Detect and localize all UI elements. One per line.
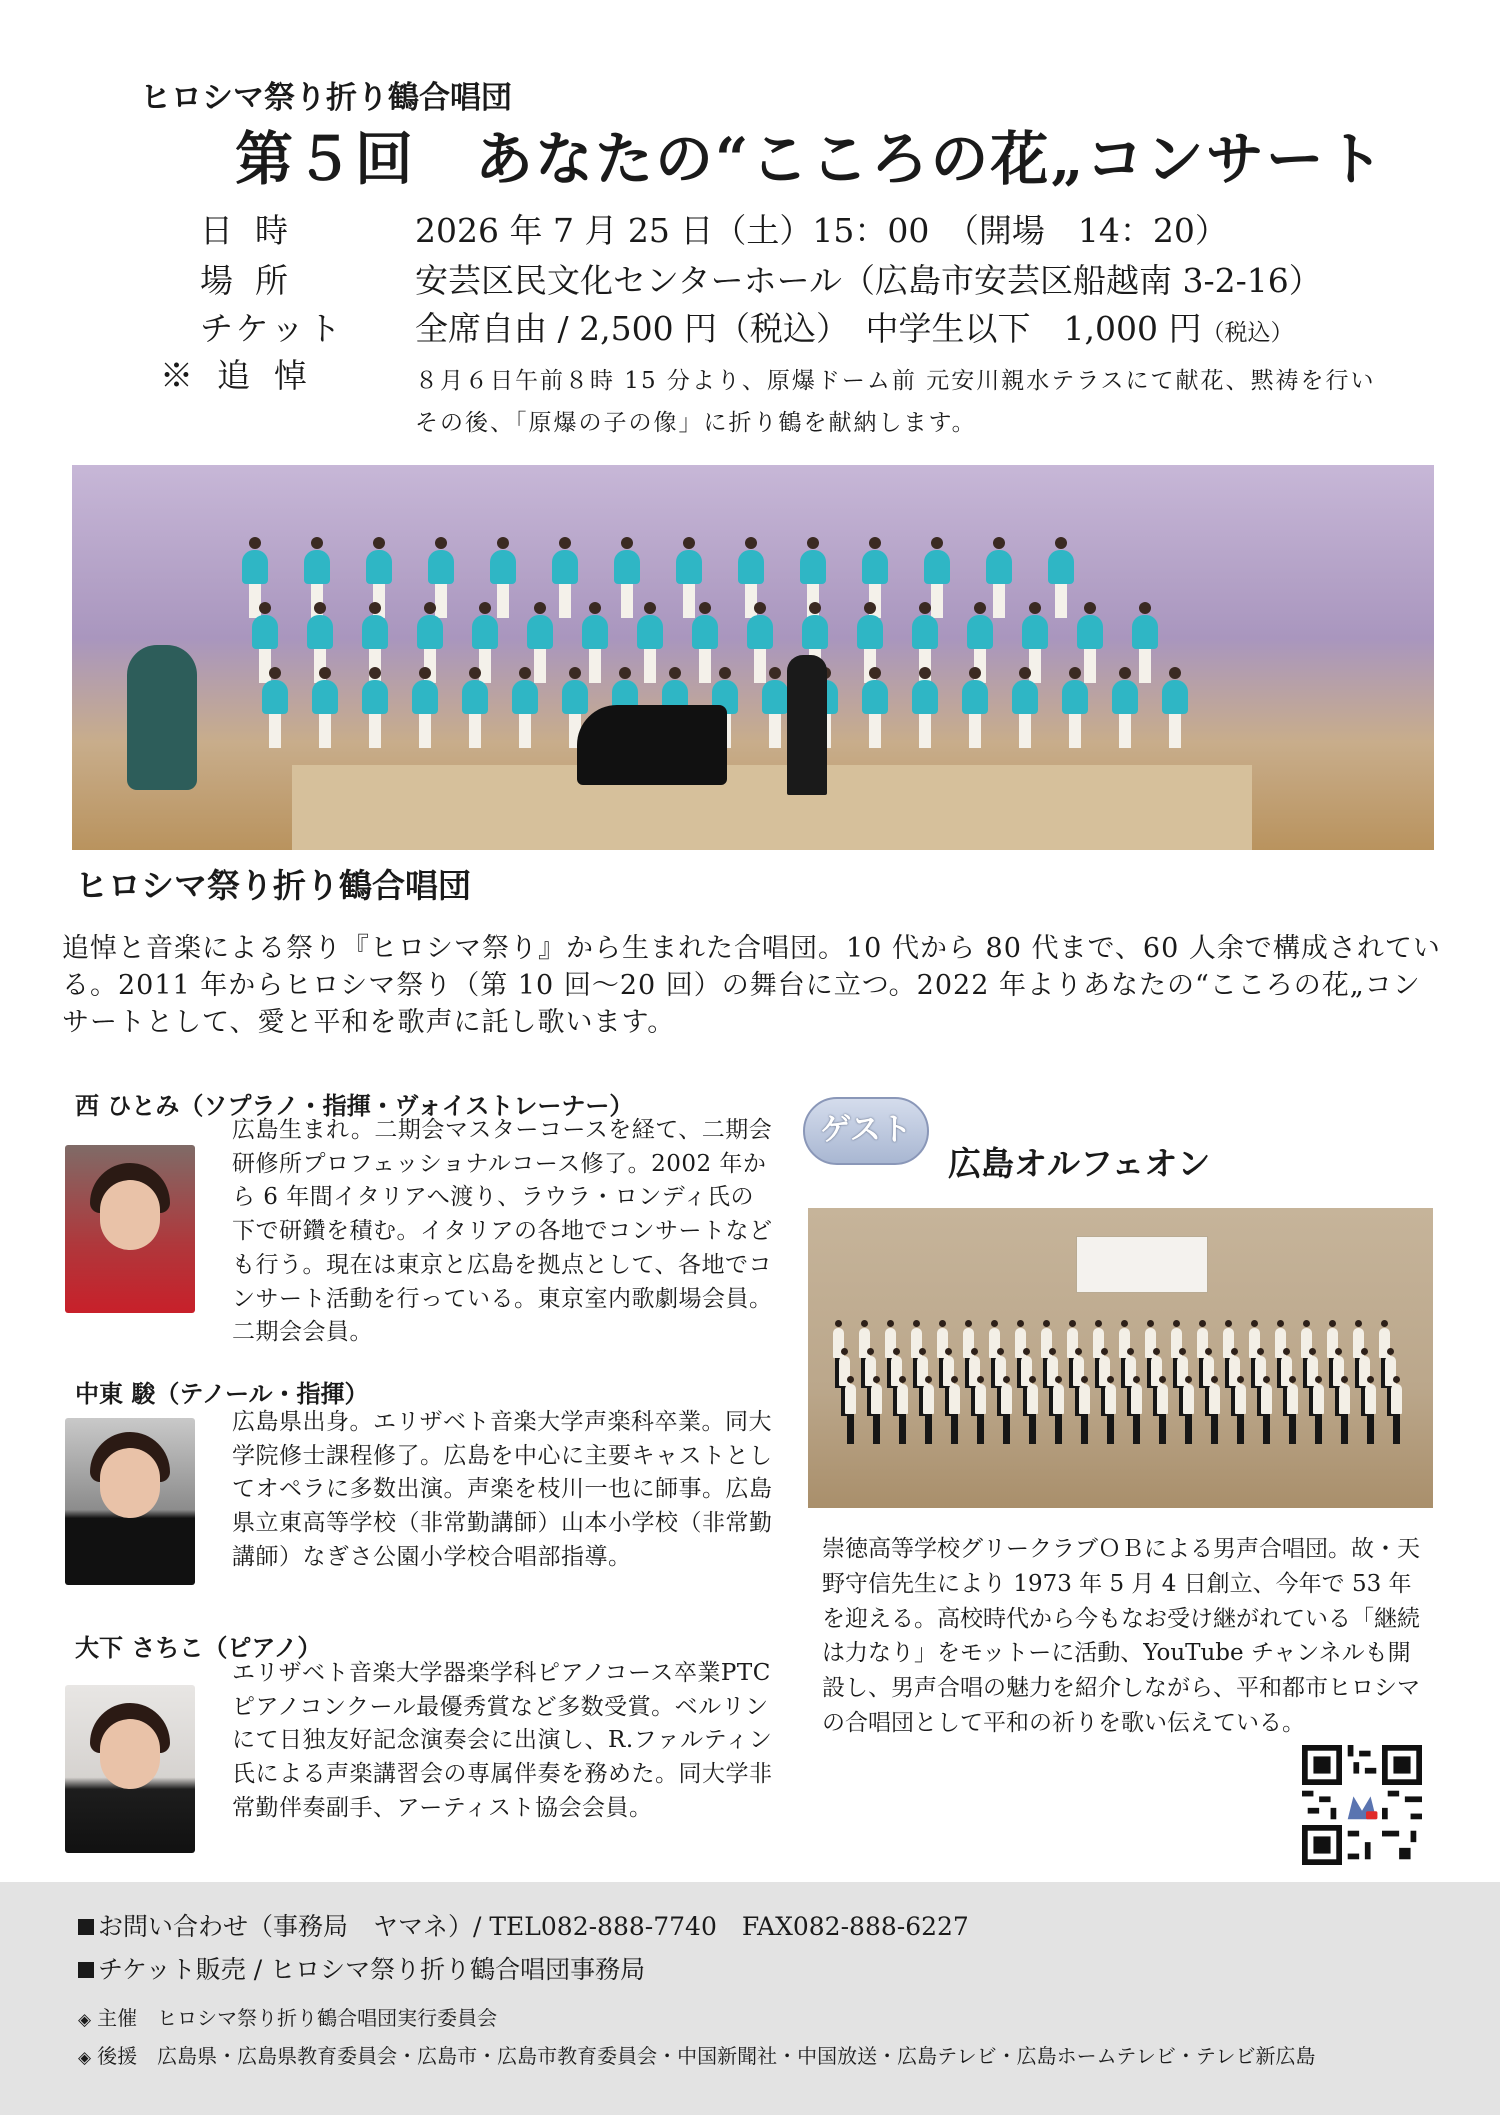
choir-member (747, 615, 773, 649)
guest-choir-member (1105, 1384, 1116, 1414)
guest-choir-member (1131, 1384, 1142, 1414)
organization-name: ヒロシマ祭り折り鶴合唱団 (140, 80, 512, 116)
guest-choir-member (1027, 1384, 1038, 1414)
choir-member (1012, 680, 1038, 714)
date-row (200, 205, 1228, 252)
guest-photo (808, 1208, 1433, 1508)
choir-member (1022, 615, 1048, 649)
youtube-qr-code[interactable] (1302, 1745, 1422, 1865)
performer-bio-2: 広島県出身。エリザベト音楽大学声楽科卒業。同大学院修士課程修了。広島を中心に主要キャストとしてオペラに多数出演。声楽を枝川一也に師事。広島県立東高等学校（非常勤講師）山本小学校（非常勤講師）なぎさ公園小学校合唱部指導。 (232, 1409, 773, 1570)
performer-bio-1: 広島生まれ。二期会マスターコースを経て、二期会研修所プロフェッショナルコース修了。2002 年から 6 年間イタリアへ渡り、ラウラ・ロンディ氏の下で研鑽を積む。イタリアの各地でコンサートなども行う。現在は東京と広島を拠点として、各地でコンサート活動を行っている。東京室内歌劇場会員。二期会会員。 (232, 1117, 773, 1346)
choir-member (582, 615, 608, 649)
guest-name: 広島オルフェオン (948, 1144, 1211, 1183)
guest-choir-member (1287, 1384, 1298, 1414)
portrait-oshita (65, 1685, 195, 1853)
organizer-text: 主催 ヒロシマ祭り折り鶴合唱団実行委員会 (97, 2006, 498, 2030)
guest-choir-member (975, 1384, 986, 1414)
concert-title: 第５回 あなたの“こころの花„コンサート (235, 125, 1386, 193)
supporters-text: 後援 広島県・広島県教育委員会・広島市・広島市教育委員会・中国新聞社・中国放送・広島テレビ・広島ホームテレビ・テレビ新広島 (97, 2044, 1316, 2068)
guest-choir-member (871, 1384, 882, 1414)
guest-choir-member (1365, 1384, 1376, 1414)
choir-member (262, 680, 288, 714)
choir-member (637, 615, 663, 649)
choir-member (428, 550, 454, 584)
guest-choir-member (845, 1384, 856, 1414)
choir-member (462, 680, 488, 714)
choir-member (912, 615, 938, 649)
soloist-figure (127, 645, 197, 790)
choir-member (490, 550, 516, 584)
choir-member (366, 550, 392, 584)
guest-choir-member (1157, 1384, 1168, 1414)
supporters-line: ◈ 後援 広島県・広島県教育委員会・広島市・広島市教育委員会・中国新聞社・中国放送・広島テレビ・広島ホームテレビ・テレビ新広島 (78, 2044, 1316, 2068)
choir-member (692, 615, 718, 649)
choir-member (304, 550, 330, 584)
choir-member (1048, 550, 1074, 584)
choir-member (412, 680, 438, 714)
choir-member (527, 615, 553, 649)
choir-member (472, 615, 498, 649)
chorus-photo (72, 465, 1434, 850)
memorial-label: ※追悼 (160, 356, 331, 395)
choir-member (800, 550, 826, 584)
guest-choir-member (1183, 1384, 1194, 1414)
guest-choir-member (1261, 1384, 1272, 1414)
guest-badge: ゲスト (803, 1097, 929, 1165)
choir-member (1132, 615, 1158, 649)
choir-member (1062, 680, 1088, 714)
choir-member (986, 550, 1012, 584)
guest-choir-member (1209, 1384, 1220, 1414)
choir-member (562, 680, 588, 714)
choir-member (1162, 680, 1188, 714)
piano-figure (577, 705, 727, 785)
contact-text: お問い合わせ（事務局 ヤマネ）/ TEL082-888-7740 FAX082-888-6227 (98, 1912, 969, 1941)
guest-choir-member (1391, 1384, 1402, 1414)
guest-choir-member (1001, 1384, 1012, 1414)
choir-member (552, 550, 578, 584)
ticket-label: チケット (200, 309, 346, 348)
ticket-sales-line (78, 1950, 645, 1986)
choir-member (614, 550, 640, 584)
performer-name-2: 中東 駿（テノール・指揮） (75, 1380, 369, 1408)
place-row (200, 255, 1322, 302)
choir-member (862, 550, 888, 584)
ticket-sales-text: チケット販売 / ヒロシマ祭り折り鶴合唱団事務局 (98, 1955, 646, 1984)
date-label: 日時 (200, 211, 310, 250)
organizer-line: ◈ 主催 ヒロシマ祭り折り鶴合唱団実行委員会 (78, 2006, 498, 2030)
contact-line (78, 1907, 969, 1943)
guest-choir-member (1339, 1384, 1350, 1414)
guest-choir-member (1079, 1384, 1090, 1414)
portrait-nishi (65, 1145, 195, 1313)
choir-member (312, 680, 338, 714)
choir-member (962, 680, 988, 714)
guest-choir-member (1235, 1384, 1246, 1414)
choir-member (512, 680, 538, 714)
qr-icon (1302, 1745, 1422, 1865)
choir-member (967, 615, 993, 649)
place-value: 安芸区民文化センターホール（広島市安芸区船越南 3-2-16） (415, 261, 1322, 300)
ticket-tax-note: （税込） (1201, 320, 1294, 346)
ticket-price: 全席自由 / 2,500 円（税込） 中学生以下 1,000 円 (415, 309, 1202, 348)
guest-choir-member (1053, 1384, 1064, 1414)
choir-member (417, 615, 443, 649)
guest-choir-member (897, 1384, 908, 1414)
choir-member (912, 680, 938, 714)
choir-member (362, 615, 388, 649)
choir-member (802, 615, 828, 649)
choir-member (242, 550, 268, 584)
conductor-figure (787, 655, 827, 795)
choir-member (1112, 680, 1138, 714)
guest-choir-member (1313, 1384, 1324, 1414)
performer-bio-3: エリザベト音楽大学器楽学科ピアノコース卒業PTC ピアノコンクール最優秀賞など多数受賞。ベルリンにて日独友好記念演奏会に出演し、R.ファルティン氏による声楽講習会の専属伴奏を務めた。同大学非常勤伴奏副手、アーティスト協会会員。 (232, 1660, 773, 1821)
guest-description: 崇徳高等学校グリークラブＯＢによる男声合唱団。故・天野守信先生により 1973 年 5 月 4 日創立、今年で 53 年を迎える。高校時代から今もなお受け継がれている「継続は力なり」をモットーに活動、YouTube チャンネルも開設し、男声合唱の魅力を紹介しながら、平和都市ヒロシマの合唱団として平和の祈りを歌い伝えている。 (822, 1536, 1420, 1736)
guest-choir-member (923, 1384, 934, 1414)
choir-member (762, 680, 788, 714)
choir-member (676, 550, 702, 584)
choir-member (924, 550, 950, 584)
place-label: 場所 (200, 261, 310, 300)
choir-member (252, 615, 278, 649)
date-value: 2026 年 7 月 25 日（土）15：00 （開場 14：20） (415, 211, 1228, 250)
guest-banner (1076, 1236, 1208, 1293)
choir-member (362, 680, 388, 714)
choir-member (1077, 615, 1103, 649)
chorus-heading: ヒロシマ祭り折り鶴合唱団 (75, 866, 471, 905)
choir-member (738, 550, 764, 584)
chorus-description: 追悼と音楽による祭り『ヒロシマ祭り』から生まれた合唱団。10 代から 80 代まで、60 人余で構成されている。2011 年からヒロシマ祭り（第 10 回～20 回）の舞台に立つ。2022 年よりあなたの“こころの花„コンサートとして、愛と平和を歌声に託し歌います。 (62, 933, 1441, 1038)
guest-choir-member (949, 1384, 960, 1414)
portrait-nakahigashi (65, 1418, 195, 1585)
memorial-line-1: ８月６日午前８時 15 分より、原爆ドーム前 元安川親水テラスにて献花、黙祷を行い (415, 368, 1376, 394)
choir-member (862, 680, 888, 714)
choir-member (857, 615, 883, 649)
choir-member (307, 615, 333, 649)
ticket-value (415, 303, 1294, 350)
footer (0, 1882, 1500, 2115)
performer-name-1: 西 ひとみ（ソプラノ・指揮・ヴォイストレーナー） (75, 1092, 634, 1120)
memorial-line-2: その後、「原爆の子の像」に折り鶴を献納します。 (415, 410, 977, 436)
performer-name-3: 大下 さちこ（ピアノ） (75, 1634, 322, 1662)
ticket-row (200, 303, 1294, 350)
